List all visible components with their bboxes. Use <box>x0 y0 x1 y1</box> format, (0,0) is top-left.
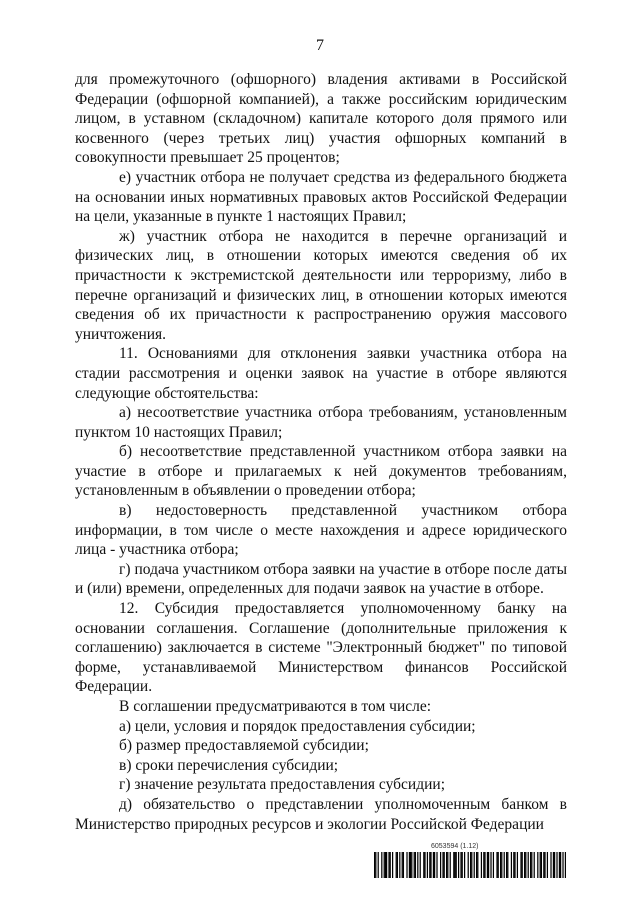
barcode-bar <box>409 852 410 878</box>
barcode-bar <box>392 852 393 878</box>
barcode-bar <box>464 852 465 878</box>
barcode-bar <box>474 852 475 878</box>
barcode-bar <box>487 852 488 878</box>
paragraph: для промежуточного (офшорного) владения активами в Российской Федерации (офшорной компанией), а также российским юридическим лицом, в уставном (складочном) капитале которого доля прямого или косвенного (через третьих лиц) участия офшорных компаний в совокупности превышает 25 процентов; <box>75 71 567 167</box>
barcode-bar <box>553 852 554 878</box>
barcode-bar <box>483 852 484 878</box>
barcode-bar <box>559 852 560 878</box>
barcode-bar <box>434 852 435 878</box>
barcode-bar <box>525 852 526 878</box>
paragraph: б) несоответствие представленной участником отбора заявки на участие в отборе и прилагаемых к ней документов требованиям, установленным в объявлении о проведении отбора; <box>75 443 567 500</box>
barcode-bar <box>385 852 386 878</box>
barcode-bar <box>381 852 382 878</box>
barcode-bar <box>378 852 379 878</box>
barcode <box>374 852 566 878</box>
paragraph: е) участник отбора не получает средства из федерального бюджета на основании иных нормативных правовых актов Российской Федерации на цели, указанные в пункте 1 настоящих Правил; <box>75 168 567 226</box>
barcode-bar <box>420 852 421 878</box>
barcode-bar <box>484 852 485 878</box>
barcode-bar <box>513 852 514 878</box>
document-code: 6053594 (1.12) <box>431 843 479 850</box>
barcode-bar <box>411 852 412 878</box>
paragraph: ж) участник отбора не находится в перечне организаций и физических лиц, в отношении которых имеются сведения об их причастности к экстремистской деятельности или терроризму, либо в перечне организаций и физических лиц, в отношении которых имеются сведения об их причастности к распространению оружия массового уничтожения. <box>75 227 567 343</box>
barcode-bar <box>453 852 454 878</box>
barcode-bar <box>423 852 424 878</box>
barcode-bar <box>454 852 455 878</box>
barcode-bar <box>490 852 491 878</box>
barcode-bar <box>507 852 508 878</box>
barcode-bar <box>427 852 428 878</box>
barcode-bar <box>498 852 499 878</box>
barcode-bar <box>450 852 451 878</box>
barcode-bar <box>544 852 545 878</box>
paragraph: д) обязательство о представлении уполномоченным банком в Министерство природных ресурсов и экологии Российской Федерации <box>75 795 567 833</box>
paragraph: В соглашении предусматриваются в том числе: <box>119 698 432 715</box>
barcode-bar <box>537 852 538 878</box>
barcode-bar <box>522 852 523 878</box>
barcode-bar <box>556 852 557 878</box>
barcode-bar <box>528 852 529 878</box>
barcode-bar <box>410 852 411 878</box>
barcode-bar <box>560 852 561 878</box>
barcode-bar <box>436 852 437 878</box>
barcode-bar <box>541 852 542 878</box>
barcode-bar <box>500 852 501 878</box>
barcode-bar <box>375 852 376 878</box>
barcode-bar <box>430 852 431 878</box>
paragraph: г) подача участником отбора заявки на участие в отборе после даты и (или) времени, определенных для подачи заявок на участие в отборе. <box>75 560 567 598</box>
barcode-bar <box>501 852 502 878</box>
barcode-bar <box>424 852 425 878</box>
barcode-bar <box>547 852 548 878</box>
barcode-bar <box>531 852 532 878</box>
barcode-bar <box>440 852 441 878</box>
barcode-bar <box>417 852 418 878</box>
paragraph: г) значение результата предоставления субсидии; <box>119 776 445 794</box>
paragraph: 12. Субсидия предоставляется уполномоченному банку на основании соглашения. Соглашение (дополнительные приложения к соглашению) заключается в системе "Электронный бюджет" по типовой форме, устанавливаемой Министерством финансов Российской Федерации. <box>75 600 567 696</box>
barcode-bar <box>470 852 471 878</box>
barcode-bar <box>429 852 430 878</box>
barcode-bar <box>524 852 525 878</box>
barcode-bar <box>511 852 512 878</box>
paragraph: 11. Основаниями для отклонения заявки участника отбора на стадии рассмотрения и оценки заявок на участие в отборе являются следующие обстоятельства: <box>75 345 567 402</box>
barcode-bar <box>402 852 403 878</box>
barcode-bar <box>388 852 389 878</box>
paragraph: а) несоответствие участника отбора требованиям, установленным пунктом 10 настоящих Правил; <box>75 404 567 441</box>
barcode-bar <box>462 852 463 878</box>
barcode-bar <box>530 852 531 878</box>
barcode-bar <box>476 852 477 878</box>
barcode-bar <box>471 852 472 878</box>
barcode-bar <box>488 852 489 878</box>
barcode-bar <box>414 852 415 878</box>
barcode-bar <box>468 852 469 878</box>
barcode-bar <box>496 852 497 878</box>
barcode-bar <box>504 852 505 878</box>
barcode-bar <box>406 852 407 878</box>
barcode-bar <box>396 852 397 878</box>
barcode-bar <box>477 852 478 878</box>
barcode-bar <box>506 852 507 878</box>
barcode-bar <box>493 852 494 878</box>
paragraph: в) сроки перечисления субсидии; <box>119 756 339 774</box>
barcode-bar <box>446 852 447 878</box>
barcode-bar <box>543 852 544 878</box>
barcode-bar <box>415 852 416 878</box>
barcode-bar <box>458 852 459 878</box>
paragraph: б) размер предоставляемой субсидии; <box>119 737 369 755</box>
barcode-bar <box>520 852 521 878</box>
barcode-bar <box>456 852 457 878</box>
barcode-bar <box>442 852 443 878</box>
barcode-bar <box>562 852 563 878</box>
barcode-bar <box>447 852 448 878</box>
page-number: 7 <box>316 37 324 54</box>
barcode-bar <box>386 852 387 878</box>
barcode-bar <box>444 852 445 878</box>
barcode-bar <box>550 852 551 878</box>
barcode-bar <box>517 852 518 878</box>
document-body <box>75 70 567 834</box>
barcode-bar <box>460 852 461 878</box>
barcode-bar <box>390 852 391 878</box>
barcode-bar <box>514 852 515 878</box>
barcode-bar <box>374 852 375 878</box>
barcode-bar <box>481 852 482 878</box>
barcode-bar <box>399 852 400 878</box>
barcode-bar <box>534 852 535 878</box>
barcode-bar <box>384 852 385 878</box>
paragraph: в) недостоверность представленной участником отбора информации, в том числе о месте нахождения и адресе юридического лица - участника отбора; <box>75 502 567 559</box>
paragraph: а) цели, условия и порядок предоставления субсидии; <box>119 717 476 735</box>
barcode-bar <box>433 852 434 878</box>
barcode-bar <box>403 852 404 878</box>
barcode-bar <box>554 852 555 878</box>
barcode-bar <box>397 852 398 878</box>
barcode-bar <box>540 852 541 878</box>
barcode-bar <box>565 852 566 878</box>
